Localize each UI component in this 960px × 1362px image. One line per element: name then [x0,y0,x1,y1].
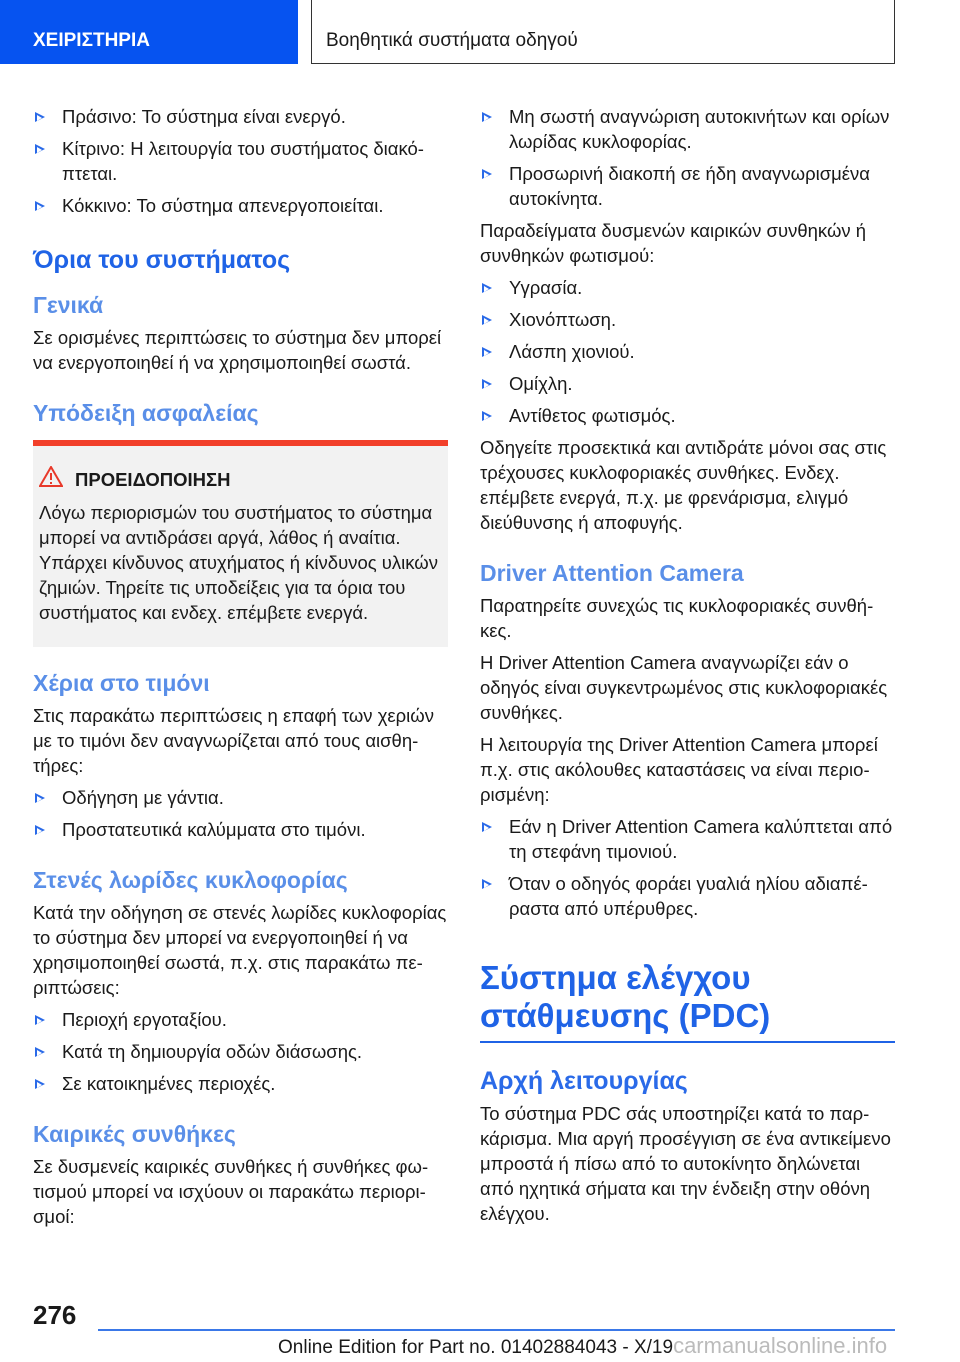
list-item: Κόκκινο: Το σύστημα απενεργοποιείται. [33,193,448,218]
subheading: Γενικά [33,292,104,318]
subheading: Χέρια στο τιμόνι [33,670,210,696]
paragraph: Κατά την οδήγηση σε στενές λωρίδες κυκλοφορίας το σύστημα δεν μπορεί να ενεργοποιηθεί ή να χρησιμοποιηθεί σωστά, π.χ. στις παρακάτω περιπτώσεις: [33,902,447,998]
list-item: Χιονόπτωση. [480,307,895,332]
watermark: carmanualsonline.info [673,1333,888,1358]
paragraph: Το σύστημα PDC σάς υποστηρίζει κατά το παρκάρισμα. Μια αργή προσέγγιση σε ένα αντικείμενο μπροστά ή πίσω από το αυτοκίνητο δηλώνεται από ηχητικά σήματα και την ένδειξη στην οθόνη ελέγχου. [480,1103,891,1224]
section-tab: ΧΕΙΡΙΣΤΗΡΙΑ [0,0,298,64]
paragraph: Παραδείγματα δυσμενών καιρικών συνθηκών ή συνθηκών φωτισμού: [480,220,867,266]
warning-box [33,440,448,647]
warning-text: Λόγω περιορισμών του συστήματος το σύστημα μπορεί να αντιδράσει αργά, λάθος ή αναίτια. Υπάρχει κίνδυνος ατυχήματος ή κίνδυνος υλικών ζημιών. Τηρείτε τις υποδείξεις για τα όρια του συστήματος και ενδεχ. επέμβετε ενεργά. [39,502,438,623]
list-item: Ομίχλη. [480,371,895,396]
list-item: Υγρασία. [480,275,895,300]
paragraph: Οδηγείτε προσεκτικά και αντιδράτε μόνοι σας στις τρέχουσες κυκλοφοριακές συνθήκες. Ενδεχ. επέμβετε ενεργά, π.χ. με φρενάρισμα, ελιγμό διεύθυνσης ή αποφυγής. [480,437,887,533]
chapter-title: Βοηθητικά συστήματα οδηγού [311,0,895,64]
list-item: Σε κατοικημένες περιοχές. [33,1071,448,1096]
left-column [33,104,448,1236]
paragraph: Η λειτουργία της Driver Attention Camera μπορεί π.χ. στις ακόλουθες καταστάσεις να είναι περιορισμένη: [480,734,878,805]
edition-text: Online Edition for Part no. 01402884043 - X/19 [278,1337,674,1358]
list-item: Περιοχή εργοταξίου. [33,1007,448,1032]
list-item: Πράσινο: Το σύστημα είναι ενεργό. [33,104,448,129]
paragraph: Σε ορισμένες περιπτώσεις το σύστημα δεν μπορεί να ενεργοποιηθεί ή να χρησιμοποιηθεί σωστά. [33,327,442,373]
paragraph: Παρατηρείτε συνεχώς τις κυκλοφοριακές συνθήκες. [480,595,874,641]
subheading: Καιρικές συνθήκες [33,1121,236,1147]
list-item: Μη σωστή αναγνώριση αυτοκινήτων και ορίων λωρίδας κυκλοφορίας. [480,104,895,154]
page-number: 276 [33,1300,77,1330]
paragraph: Σε δυσμενείς καιρικές συνθήκες ή συνθήκες φωτισμού μπορεί να ισχύουν οι παρακάτω περιορισμοί: [33,1156,429,1227]
warning-title: ΠΡΟΕΙΔΟΠΟΙΗΣΗ [75,469,231,490]
subheading: Στενές λωρίδες κυκλοφορίας [33,867,348,893]
subheading: Υπόδειξη ασφαλείας [33,400,259,426]
warning-triangle-icon [39,466,63,493]
paragraph: Η Driver Attention Camera αναγνωρίζει εάν ο οδηγός είναι συγκεντρωμένος στις κυκλοφοριακές συνθήκες. [480,652,888,723]
footer-edition [278,1333,887,1359]
list-item: Λάσπη χιονιού. [480,339,895,364]
subheading: Αρχή λειτουργίας [480,1067,688,1095]
right-column [480,104,895,1233]
chapter-heading: Σύστημα ελέγχου στάθμευσης (PDC) [480,959,895,1043]
subheading: Driver Attention Camera [480,560,744,586]
list-item: Οδήγηση με γάντια. [33,785,448,810]
list-item: Όταν ο οδηγός φοράει γυαλιά ηλίου αδιαπέραστα από υπέρυθρες. [480,871,895,921]
list-item: Προστατευτικά καλύμματα στο τιμόνι. [33,817,448,842]
footer-divider [98,1329,895,1331]
list-item: Κίτρινο: Η λειτουργία του συστήματος διακόπτεται. [33,136,448,186]
list-item: Προσωρινή διακοπή σε ήδη αναγνωρισμένα αυτοκίνητα. [480,161,895,211]
list-item: Εάν η Driver Attention Camera καλύπτεται από τη στεφάνη τιμονιού. [480,814,895,864]
list-item: Κατά τη δημιουργία οδών διάσωσης. [33,1039,448,1064]
section-heading: Όρια του συστήματος [33,246,291,274]
paragraph: Στις παρακάτω περιπτώσεις η επαφή των χεριών με το τιμόνι δεν αναγνωρίζεται από τους αισθητήρες: [33,705,434,776]
list-item: Αντίθετος φωτισμός. [480,403,895,428]
